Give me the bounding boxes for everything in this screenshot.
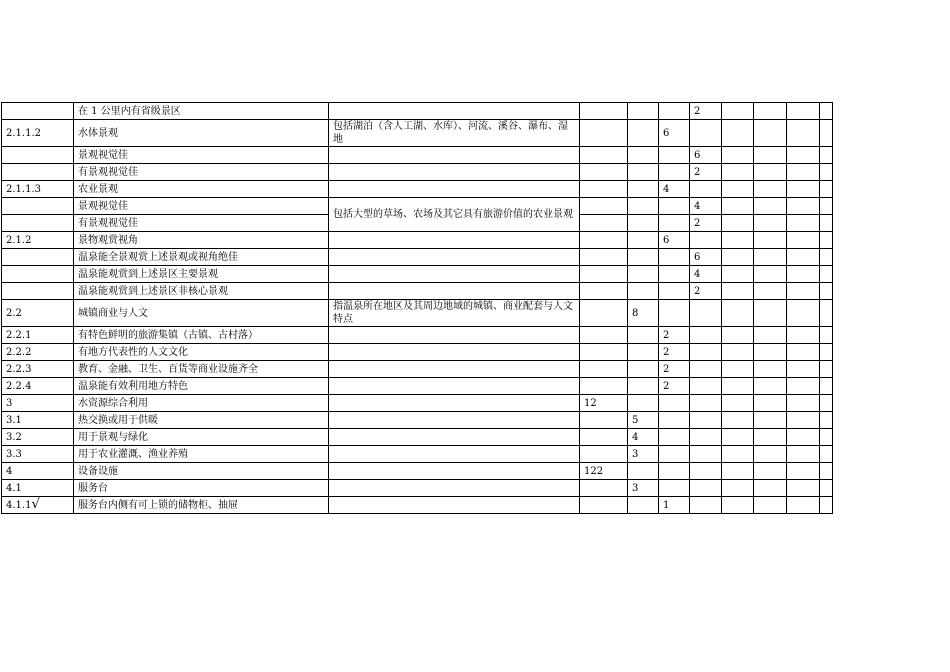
- empty-cell: [754, 327, 787, 344]
- row-item: 服务台内侧有可上锁的储物柜、抽屉: [74, 497, 329, 514]
- row-desc: [329, 327, 580, 344]
- row-desc: [329, 232, 580, 249]
- score-col-3: [659, 164, 690, 181]
- empty-cell: [820, 283, 833, 300]
- empty-cell: [754, 283, 787, 300]
- empty-cell: [722, 378, 754, 395]
- table-row: [2, 300, 833, 327]
- table-row: [2, 198, 833, 215]
- table-row: [2, 378, 833, 395]
- empty-cell: [787, 429, 820, 446]
- row-item: 温泉能有效利用地方特色: [74, 378, 329, 395]
- empty-cell: [722, 232, 754, 249]
- empty-cell: [820, 120, 833, 147]
- score-col-2: [628, 249, 659, 266]
- row-desc: [329, 446, 580, 463]
- score-col-1: [580, 283, 628, 300]
- empty-cell: [787, 497, 820, 514]
- empty-cell: [787, 147, 820, 164]
- empty-cell: [722, 164, 754, 181]
- empty-cell: [820, 103, 833, 120]
- standard-table: [1, 102, 833, 514]
- empty-cell: [722, 361, 754, 378]
- score-col-4: [690, 412, 722, 429]
- score-col-4: 6: [690, 249, 722, 266]
- score-col-4: [690, 300, 722, 327]
- table-row: [2, 164, 833, 181]
- empty-cell: [754, 378, 787, 395]
- score-col-1: 12: [580, 395, 628, 412]
- empty-cell: [754, 446, 787, 463]
- empty-cell: [787, 300, 820, 327]
- empty-cell: [754, 412, 787, 429]
- score-col-1: [580, 181, 628, 198]
- row-item: 有景观视觉佳: [74, 215, 329, 232]
- row-desc: [329, 497, 580, 514]
- empty-cell: [722, 497, 754, 514]
- table-row: [2, 103, 833, 120]
- score-col-2: [628, 395, 659, 412]
- score-col-3: [659, 480, 690, 497]
- empty-cell: [820, 249, 833, 266]
- table-row: [2, 232, 833, 249]
- score-col-4: [690, 429, 722, 446]
- empty-cell: [722, 215, 754, 232]
- score-col-1: [580, 103, 628, 120]
- row-item: 用于景观与绿化: [74, 429, 329, 446]
- row-item: 用于农业灌溉、渔业养殖: [74, 446, 329, 463]
- score-col-1: [580, 412, 628, 429]
- row-id: 2.2.2: [2, 344, 74, 361]
- empty-cell: [722, 395, 754, 412]
- empty-cell: [754, 181, 787, 198]
- empty-cell: [722, 120, 754, 147]
- empty-cell: [820, 361, 833, 378]
- score-col-3: [659, 300, 690, 327]
- row-id: 3.2: [2, 429, 74, 446]
- score-col-1: [580, 344, 628, 361]
- row-id: 4.1: [2, 480, 74, 497]
- empty-cell: [820, 395, 833, 412]
- empty-cell: [722, 463, 754, 480]
- table-row: [2, 361, 833, 378]
- score-col-2: [628, 181, 659, 198]
- score-col-2: [628, 120, 659, 147]
- empty-cell: [787, 361, 820, 378]
- empty-cell: [787, 412, 820, 429]
- score-col-3: 6: [659, 232, 690, 249]
- table-row: [2, 249, 833, 266]
- empty-cell: [787, 232, 820, 249]
- score-col-2: [628, 344, 659, 361]
- score-col-2: 4: [628, 429, 659, 446]
- row-id: 2.2.3: [2, 361, 74, 378]
- empty-cell: [787, 378, 820, 395]
- empty-cell: [722, 429, 754, 446]
- table-row: [2, 327, 833, 344]
- row-id: 2.2.4: [2, 378, 74, 395]
- score-col-2: 8: [628, 300, 659, 327]
- row-item: 温泉能观赏到上述景区非核心景观: [74, 283, 329, 300]
- empty-cell: [787, 395, 820, 412]
- score-col-3: [659, 446, 690, 463]
- row-desc: [329, 395, 580, 412]
- row-item: 农业景观: [74, 181, 329, 198]
- empty-cell: [787, 266, 820, 283]
- empty-cell: [820, 232, 833, 249]
- empty-cell: [754, 249, 787, 266]
- empty-cell: [787, 164, 820, 181]
- score-col-3: [659, 215, 690, 232]
- score-col-3: [659, 463, 690, 480]
- empty-cell: [787, 120, 820, 147]
- empty-cell: [722, 103, 754, 120]
- score-col-4: [690, 232, 722, 249]
- score-col-3: [659, 429, 690, 446]
- empty-cell: [722, 300, 754, 327]
- table-row: [2, 480, 833, 497]
- score-col-1: [580, 232, 628, 249]
- score-col-3: [659, 249, 690, 266]
- score-col-2: [628, 327, 659, 344]
- score-col-2: 5: [628, 412, 659, 429]
- score-col-4: 6: [690, 147, 722, 164]
- score-col-2: [628, 266, 659, 283]
- row-desc: [329, 181, 580, 198]
- empty-cell: [820, 327, 833, 344]
- empty-cell: [754, 215, 787, 232]
- score-col-3: [659, 103, 690, 120]
- empty-cell: [820, 147, 833, 164]
- row-id: 3.1: [2, 412, 74, 429]
- score-col-4: 4: [690, 266, 722, 283]
- empty-cell: [820, 215, 833, 232]
- row-item: 水体景观: [74, 120, 329, 147]
- row-item: 设备设施: [74, 463, 329, 480]
- empty-cell: [754, 344, 787, 361]
- row-id: 2.1.1.2: [2, 120, 74, 147]
- score-col-4: [690, 395, 722, 412]
- score-col-1: [580, 446, 628, 463]
- empty-cell: [722, 344, 754, 361]
- row-id: [2, 266, 74, 283]
- row-item: 有景观视觉佳: [74, 164, 329, 181]
- table-row: [2, 181, 833, 198]
- empty-cell: [754, 198, 787, 215]
- empty-cell: [754, 429, 787, 446]
- empty-cell: [820, 412, 833, 429]
- score-col-4: [690, 497, 722, 514]
- empty-cell: [820, 446, 833, 463]
- empty-cell: [787, 103, 820, 120]
- empty-cell: [754, 120, 787, 147]
- score-col-4: [690, 361, 722, 378]
- row-desc: [329, 480, 580, 497]
- score-col-1: [580, 378, 628, 395]
- empty-cell: [820, 378, 833, 395]
- row-id-with-check: [2, 497, 74, 514]
- score-col-3: 6: [659, 120, 690, 147]
- row-id: [2, 103, 74, 120]
- empty-cell: [722, 412, 754, 429]
- row-desc: [329, 249, 580, 266]
- score-col-2: [628, 232, 659, 249]
- score-col-4: [690, 378, 722, 395]
- table-row: [2, 497, 833, 514]
- row-id: 2.1.2: [2, 232, 74, 249]
- empty-cell: [820, 266, 833, 283]
- score-col-3: [659, 266, 690, 283]
- empty-cell: [754, 395, 787, 412]
- empty-cell: [820, 164, 833, 181]
- empty-cell: [787, 446, 820, 463]
- row-item: 有特色鲜明的旅游集镇（古镇、古村落）: [74, 327, 329, 344]
- score-col-4: [690, 327, 722, 344]
- row-id: [2, 164, 74, 181]
- empty-cell: [820, 497, 833, 514]
- empty-cell: [722, 446, 754, 463]
- empty-cell: [787, 249, 820, 266]
- table-row: [2, 463, 833, 480]
- score-col-2: 3: [628, 480, 659, 497]
- row-item: 热交换或用于供暖: [74, 412, 329, 429]
- score-col-4: [690, 446, 722, 463]
- row-desc: [329, 266, 580, 283]
- row-id: [2, 283, 74, 300]
- score-col-1: [580, 497, 628, 514]
- score-col-4: [690, 181, 722, 198]
- row-desc: [329, 361, 580, 378]
- score-col-4: 2: [690, 103, 722, 120]
- score-col-4: 4: [690, 198, 722, 215]
- row-item: 服务台: [74, 480, 329, 497]
- score-col-3: 2: [659, 327, 690, 344]
- row-item: 景观视觉佳: [74, 147, 329, 164]
- empty-cell: [754, 232, 787, 249]
- empty-cell: [754, 147, 787, 164]
- empty-cell: [787, 283, 820, 300]
- row-desc: 包括湖泊（含人工湖、水库）、河流、溪谷、瀑布、湿地: [329, 120, 580, 147]
- score-col-2: [628, 283, 659, 300]
- score-col-3: 2: [659, 378, 690, 395]
- score-col-4: [690, 344, 722, 361]
- score-col-2: 3: [628, 446, 659, 463]
- table-row: [2, 120, 833, 147]
- row-id: [2, 198, 74, 215]
- row-item: 景物观赏视角: [74, 232, 329, 249]
- row-id: [2, 215, 74, 232]
- row-item: 温泉能观赏到上述景区主要景观: [74, 266, 329, 283]
- score-col-2: [628, 164, 659, 181]
- empty-cell: [754, 103, 787, 120]
- score-col-1: [580, 147, 628, 164]
- table-row: [2, 283, 833, 300]
- table-row: [2, 147, 833, 164]
- score-col-4: [690, 120, 722, 147]
- score-col-3: 2: [659, 361, 690, 378]
- score-col-4: [690, 463, 722, 480]
- empty-cell: [820, 429, 833, 446]
- empty-cell: [754, 480, 787, 497]
- score-col-2: [628, 497, 659, 514]
- row-item: 有地方代表性的人文文化: [74, 344, 329, 361]
- empty-cell: [722, 181, 754, 198]
- empty-cell: [787, 215, 820, 232]
- row-desc: [329, 344, 580, 361]
- score-col-1: [580, 120, 628, 147]
- score-col-2: [628, 103, 659, 120]
- row-id: 2.2: [2, 300, 74, 327]
- row-id: 3.3: [2, 446, 74, 463]
- empty-cell: [754, 463, 787, 480]
- score-col-1: [580, 300, 628, 327]
- score-col-2: [628, 198, 659, 215]
- empty-cell: [787, 198, 820, 215]
- row-item: 景观视觉佳: [74, 198, 329, 215]
- empty-cell: [722, 198, 754, 215]
- score-col-4: 2: [690, 215, 722, 232]
- score-col-2: [628, 361, 659, 378]
- score-col-1: [580, 429, 628, 446]
- row-item: 城镇商业与人文: [74, 300, 329, 327]
- table-row: [2, 429, 833, 446]
- empty-cell: [787, 327, 820, 344]
- score-col-3: [659, 412, 690, 429]
- empty-cell: [722, 283, 754, 300]
- score-col-4: 2: [690, 283, 722, 300]
- empty-cell: [820, 463, 833, 480]
- empty-cell: [754, 164, 787, 181]
- row-item: 教育、金融、卫生、百货等商业设施齐全: [74, 361, 329, 378]
- empty-cell: [722, 327, 754, 344]
- score-col-2: [628, 463, 659, 480]
- table-row: [2, 266, 833, 283]
- empty-cell: [722, 249, 754, 266]
- row-id: 4: [2, 463, 74, 480]
- empty-cell: [722, 266, 754, 283]
- score-col-4: 2: [690, 164, 722, 181]
- row-id: [2, 249, 74, 266]
- empty-cell: [820, 198, 833, 215]
- score-col-1: [580, 361, 628, 378]
- empty-cell: [787, 181, 820, 198]
- check-mark-icon: √: [31, 497, 40, 512]
- row-desc: [329, 164, 580, 181]
- row-desc: [329, 429, 580, 446]
- row-id: 4.1.1: [6, 500, 32, 511]
- score-col-1: [580, 198, 628, 215]
- empty-cell: [820, 480, 833, 497]
- empty-cell: [820, 344, 833, 361]
- score-col-1: [580, 249, 628, 266]
- score-col-3: 4: [659, 181, 690, 198]
- score-col-1: 122: [580, 463, 628, 480]
- empty-cell: [722, 480, 754, 497]
- row-item: 温泉能全景观赏上述景观或视角绝佳: [74, 249, 329, 266]
- row-item: 在 1 公里内有省级景区: [74, 103, 329, 120]
- row-item: 水资源综合利用: [74, 395, 329, 412]
- empty-cell: [754, 300, 787, 327]
- row-desc: [329, 283, 580, 300]
- table-row: [2, 446, 833, 463]
- score-col-4: [690, 480, 722, 497]
- table-row: [2, 344, 833, 361]
- score-col-3: 2: [659, 344, 690, 361]
- score-col-2: [628, 147, 659, 164]
- score-col-3: [659, 147, 690, 164]
- score-col-3: [659, 198, 690, 215]
- row-desc: 包括大型的草场、农场及其它具有旅游价值的农业景观: [329, 198, 580, 232]
- row-desc: [329, 412, 580, 429]
- score-col-2: [628, 378, 659, 395]
- score-col-1: [580, 327, 628, 344]
- table-row: [2, 412, 833, 429]
- row-desc: [329, 147, 580, 164]
- row-id: 2.2.1: [2, 327, 74, 344]
- empty-cell: [722, 147, 754, 164]
- empty-cell: [787, 463, 820, 480]
- row-id: 2.1.1.3: [2, 181, 74, 198]
- empty-cell: [787, 480, 820, 497]
- score-col-3: [659, 283, 690, 300]
- row-desc: [329, 378, 580, 395]
- empty-cell: [754, 266, 787, 283]
- score-col-1: [580, 480, 628, 497]
- table-row: [2, 395, 833, 412]
- empty-cell: [820, 181, 833, 198]
- score-col-1: [580, 164, 628, 181]
- score-col-3: [659, 395, 690, 412]
- score-col-1: [580, 266, 628, 283]
- row-desc: [329, 103, 580, 120]
- row-id: [2, 147, 74, 164]
- score-col-2: [628, 215, 659, 232]
- empty-cell: [787, 344, 820, 361]
- row-desc: [329, 463, 580, 480]
- empty-cell: [754, 361, 787, 378]
- row-desc: 指温泉所在地区及其周边地域的城镇、商业配套与人文特点: [329, 300, 580, 327]
- score-col-3: 1: [659, 497, 690, 514]
- row-id: 3: [2, 395, 74, 412]
- empty-cell: [820, 300, 833, 327]
- score-col-1: [580, 215, 628, 232]
- empty-cell: [754, 497, 787, 514]
